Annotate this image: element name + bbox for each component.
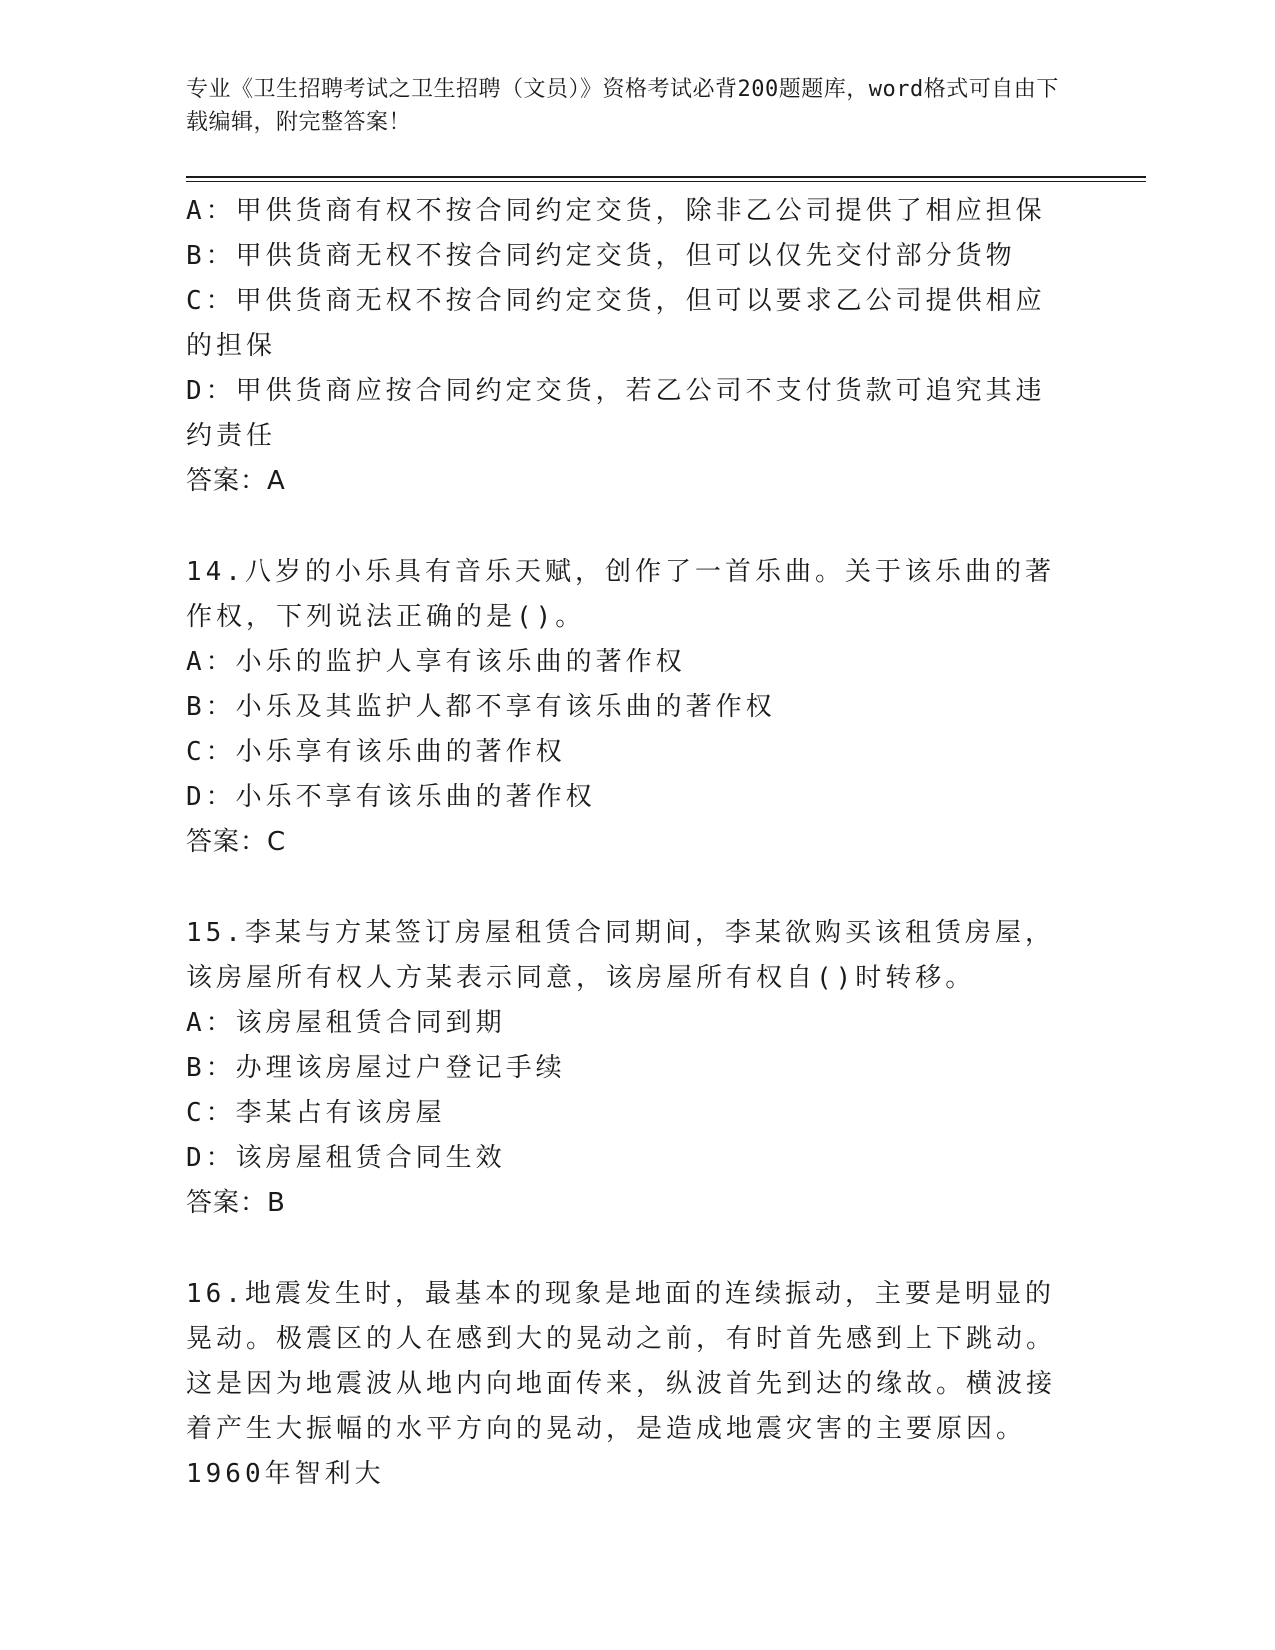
option-a: A：小乐的监护人享有该乐曲的著作权 bbox=[186, 647, 686, 677]
question-14 bbox=[186, 550, 1066, 865]
option-a: A：甲供货商有权不按合同约定交货，除非乙公司提供了相应担保 bbox=[186, 196, 1046, 226]
spacer bbox=[186, 865, 1066, 911]
option-d: D：甲供货商应按合同约定交货，若乙公司不支付货款可追究其违约责任 bbox=[186, 376, 1046, 451]
answer: 答案：B bbox=[186, 1188, 286, 1218]
option-c: C：甲供货商无权不按合同约定交货，但可以要求乙公司提供相应的担保 bbox=[186, 286, 1046, 361]
option-c: C：李某占有该房屋 bbox=[186, 1098, 446, 1128]
option-a: A：该房屋租赁合同到期 bbox=[186, 1008, 506, 1038]
question-13 bbox=[186, 189, 1066, 504]
option-d: D：小乐不享有该乐曲的著作权 bbox=[186, 782, 596, 812]
document-title: 专业《卫生招聘考试之卫生招聘（文员）》资格考试必背200题题库，word格式可自由下载编辑，附完整答案！ bbox=[186, 77, 1059, 135]
option-b: B：办理该房屋过户登记手续 bbox=[186, 1053, 566, 1083]
question-stem: 14.八岁的小乐具有音乐天赋，创作了一首乐曲。关于该乐曲的著作权，下列说法正确的是()。 bbox=[186, 557, 1055, 632]
question-15 bbox=[186, 911, 1066, 1226]
option-b: B：甲供货商无权不按合同约定交货，但可以仅先交付部分货物 bbox=[186, 241, 1016, 271]
spacer bbox=[186, 1226, 1066, 1272]
spacer bbox=[186, 504, 1066, 550]
question-16 bbox=[186, 1272, 1066, 1497]
answer: 答案：C bbox=[186, 827, 287, 857]
header-rule-thin bbox=[186, 181, 1146, 182]
option-c: C：小乐享有该乐曲的著作权 bbox=[186, 737, 566, 767]
question-stem: 15.李某与方某签订房屋租赁合同期间，李某欲购买该租赁房屋，该房屋所有权人方某表示同意，该房屋所有权自()时转移。 bbox=[186, 918, 1055, 993]
document-header bbox=[186, 73, 1066, 139]
question-stem: 16.地震发生时，最基本的现象是地面的连续振动，主要是明显的晃动。极震区的人在感到大的晃动之前，有时首先感到上下跳动。这是因为地震波从地内向地面传来，纵波首先到达的缘故。横波接着产生大振幅的水平方向的晃动，是造成地震灾害的主要原因。1960年智利大 bbox=[186, 1279, 1057, 1489]
header-rule-thick bbox=[186, 176, 1146, 178]
option-d: D：该房屋租赁合同生效 bbox=[186, 1143, 506, 1173]
answer: 答案：A bbox=[186, 466, 286, 496]
document-body bbox=[186, 189, 1066, 1497]
option-b: B：小乐及其监护人都不享有该乐曲的著作权 bbox=[186, 692, 776, 722]
